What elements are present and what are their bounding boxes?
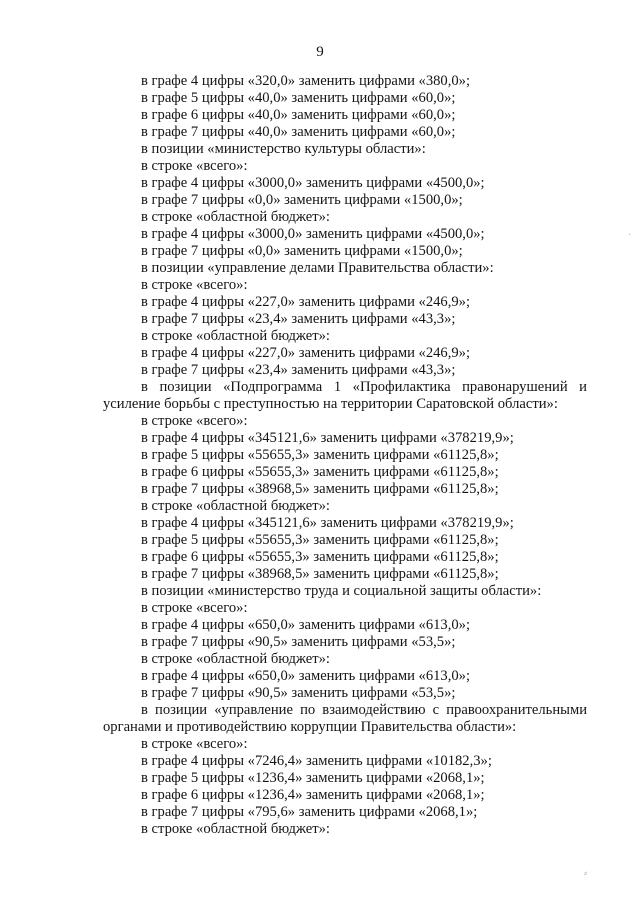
document-line: в строке «всего»: xyxy=(141,158,248,174)
document-line: в графе 4 цифры «3000,0» заменить цифрами «4500,0»; xyxy=(141,226,485,242)
document-line: в графе 7 цифры «90,5» заменить цифрами «53,5»; xyxy=(141,685,456,701)
document-line: в графе 4 цифры «7246,4» заменить цифрами «10182,3»; xyxy=(141,753,492,769)
document-line: в графе 7 цифры «0,0» заменить цифрами «1500,0»; xyxy=(141,192,463,208)
document-line: в графе 5 цифры «1236,4» заменить цифрами «2068,1»; xyxy=(141,770,485,786)
document-paragraph: в позиции «управление по взаимодействию с правоохранительными органами и противодействию коррупции Правительства области»: xyxy=(103,702,587,735)
document-line: в графе 4 цифры «320,0» заменить цифрами «380,0»; xyxy=(141,73,471,89)
page-number: 9 xyxy=(316,44,324,60)
scan-artifact: ⸗ xyxy=(584,868,588,879)
document-line: в графе 4 цифры «650,0» заменить цифрами «613,0»; xyxy=(141,668,471,684)
document-line: в графе 7 цифры «0,0» заменить цифрами «1500,0»; xyxy=(141,243,463,259)
scan-artifact: · xyxy=(628,230,632,241)
document-line: в графе 7 цифры «23,4» заменить цифрами «43,3»; xyxy=(141,311,456,327)
document-line: в графе 7 цифры «40,0» заменить цифрами «60,0»; xyxy=(141,124,456,140)
document-line: в графе 7 цифры «795,6» заменить цифрами «2068,1»; xyxy=(141,804,478,820)
document-line: в графе 6 цифры «1236,4» заменить цифрами «2068,1»; xyxy=(141,787,485,803)
document-line: в строке «областной бюджет»: xyxy=(141,821,330,837)
document-line: в графе 6 цифры «55655,3» заменить цифрами «61125,8»; xyxy=(141,464,499,480)
document-line: в позиции «министерство культуры области»: xyxy=(141,141,426,157)
document-line: в строке «областной бюджет»: xyxy=(141,651,330,667)
document-line: в графе 4 цифры «345121,6» заменить цифрами «378219,9»; xyxy=(141,515,514,531)
document-line: в строке «областной бюджет»: xyxy=(141,328,330,344)
document-line: в графе 6 цифры «40,0» заменить цифрами «60,0»; xyxy=(141,107,456,123)
document-line: в графе 5 цифры «40,0» заменить цифрами «60,0»; xyxy=(141,90,456,106)
document-line: в позиции «управление делами Правительства области»: xyxy=(141,260,494,276)
document-line: в строке «всего»: xyxy=(141,736,248,752)
document-line: в строке «всего»: xyxy=(141,600,248,616)
document-body xyxy=(103,73,587,838)
document-line: в графе 5 цифры «55655,3» заменить цифрами «61125,8»; xyxy=(141,532,499,548)
document-line: в графе 7 цифры «38968,5» заменить цифрами «61125,8»; xyxy=(141,566,499,582)
document-line: в позиции «министерство труда и социальной защиты области»: xyxy=(141,583,542,599)
document-line: в графе 7 цифры «90,5» заменить цифрами «53,5»; xyxy=(141,634,456,650)
document-line: в графе 7 цифры «23,4» заменить цифрами «43,3»; xyxy=(141,362,456,378)
document-line: в графе 6 цифры «55655,3» заменить цифрами «61125,8»; xyxy=(141,549,499,565)
document-paragraph: в позиции «Подпрограмма 1 «Профилактика правонарушений и усиление борьбы с преступностью на территории Саратовской области»: xyxy=(103,379,587,412)
document-line: в графе 4 цифры «227,0» заменить цифрами «246,9»; xyxy=(141,294,471,310)
document-line: в графе 4 цифры «227,0» заменить цифрами «246,9»; xyxy=(141,345,471,361)
document-line: в графе 7 цифры «38968,5» заменить цифрами «61125,8»; xyxy=(141,481,499,497)
document-line: в строке «областной бюджет»: xyxy=(141,209,330,225)
document-line: в строке «всего»: xyxy=(141,277,248,293)
document-line: в графе 4 цифры «3000,0» заменить цифрами «4500,0»; xyxy=(141,175,485,191)
document-line: в графе 5 цифры «55655,3» заменить цифрами «61125,8»; xyxy=(141,447,499,463)
document-line: в строке «областной бюджет»: xyxy=(141,498,330,514)
document-line: в графе 4 цифры «345121,6» заменить цифрами «378219,9»; xyxy=(141,430,514,446)
document-line: в графе 4 цифры «650,0» заменить цифрами «613,0»; xyxy=(141,617,471,633)
document-line: в строке «всего»: xyxy=(141,413,248,429)
